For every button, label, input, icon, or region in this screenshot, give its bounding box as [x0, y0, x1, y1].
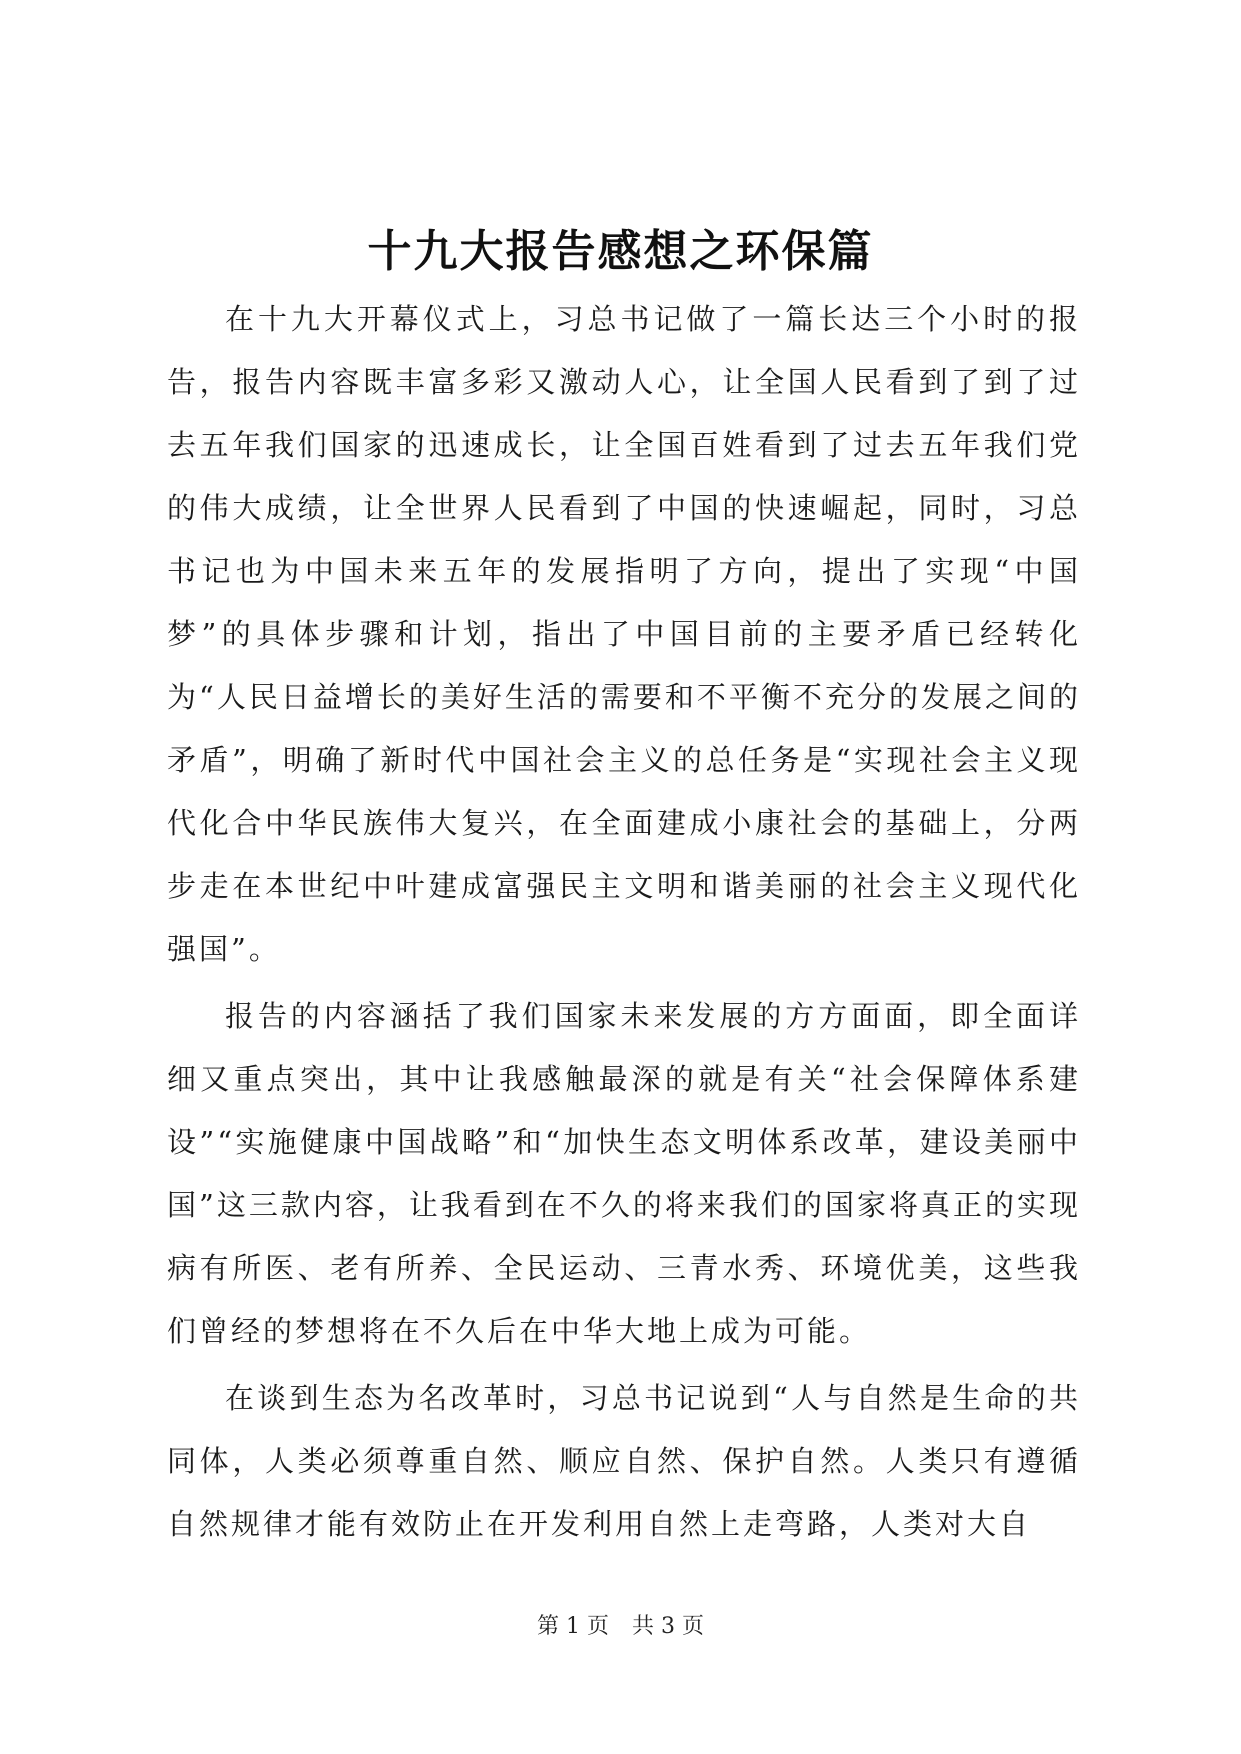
page-total: 共 3 页	[632, 1614, 704, 1639]
paragraph-3: 在谈到生态为名改革时，习总书记说到“人与自然是生命的共同体，人类必须尊重自然、顺应自然、保护自然。人类只有遵循自然规律才能有效防止在开发利用自然上走弯路，人类对大自	[167, 1381, 1081, 1541]
page-footer	[0, 1612, 1241, 1642]
paragraph-1: 在十九大开幕仪式上，习总书记做了一篇长达三个小时的报告，报告内容既丰富多彩又激动人心，让全国人民看到了到了过去五年我们国家的迅速成长，让全国百姓看到了过去五年我们党的伟大成绩，让全世界人民看到了中国的快速崛起，同时，习总书记也为中国未来五年的发展指明了方向，提出了实现“中国梦”的具体步骤和计划，指出了中国目前的主要矛盾已经转化为“人民日益增长的美好生活的需要和不平衡不充分的发展之间的矛盾”，明确了新时代中国社会主义的总任务是“实现社会主义现代化合中华民族伟大复兴，在全面建成小康社会的基础上，分两步走在本世纪中叶建成富强民主文明和谐美丽的社会主义现代化强国”。	[167, 302, 1081, 966]
paragraph-2: 报告的内容涵括了我们国家未来发展的方方面面，即全面详细又重点突出，其中让我感触最深的就是有关“社会保障体系建设”“实施健康中国战略”和“加快生态文明体系改革，建设美丽中国”这三款内容，让我看到在不久的将来我们的国家将真正的实现病有所医、老有所养、全民运动、三青水秀、环境优美，这些我们曾经的梦想将在不久后在中华大地上成为可能。	[167, 999, 1081, 1348]
page-number: 第 1 页	[537, 1614, 609, 1639]
document-title: 十九大报告感想之环保篇	[367, 226, 874, 277]
document-body	[167, 288, 1081, 1556]
